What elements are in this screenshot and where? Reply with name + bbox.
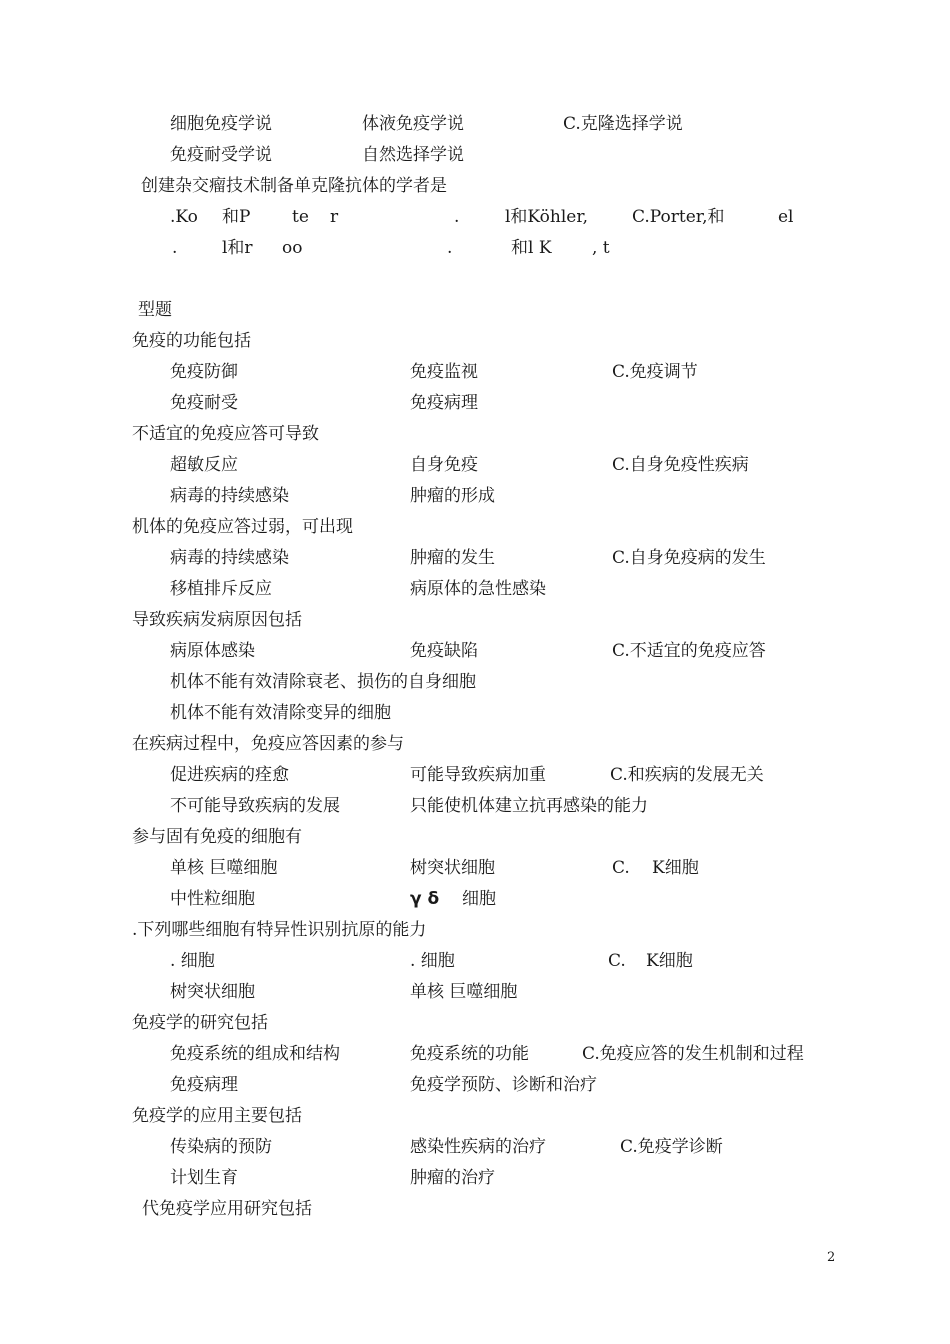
option-fragment: .Ko <box>170 207 198 227</box>
question-text: 免疫学的研究包括 <box>132 1013 268 1033</box>
option-c: C.自身免疫性疾病 <box>612 455 749 475</box>
option-e: 自然选择学说 <box>362 145 464 165</box>
option-a: 单核 巨噬细胞 <box>170 858 278 878</box>
option-a: 细胞免疫学说 <box>170 114 272 134</box>
option-fragment: l和r <box>222 238 253 258</box>
option-d: 免疫耐受 <box>170 393 238 413</box>
option-fragment: el <box>778 207 794 227</box>
option-e: 病原体的急性感染 <box>410 579 546 599</box>
question-text: 免疫学的应用主要包括 <box>132 1106 302 1126</box>
question-text: 代免疫学应用研究包括 <box>142 1199 312 1219</box>
option-b: 免疫系统的功能 <box>410 1044 529 1064</box>
option-b: . 细胞 <box>410 951 455 971</box>
option-c: K细胞 <box>646 951 693 971</box>
option-c-letter: C. <box>612 858 630 878</box>
option-fragment: oo <box>282 238 303 258</box>
question-text: 导致疾病发病原因包括 <box>132 610 302 630</box>
option-fragment: . <box>454 207 460 227</box>
option-c: C.自身免疫病的发生 <box>612 548 766 568</box>
option-a: 免疫系统的组成和结构 <box>170 1044 340 1064</box>
option-b: 可能导致疾病加重 <box>410 765 546 785</box>
option-e: 免疫学预防、诊断和治疗 <box>410 1075 597 1095</box>
option-c: C.克隆选择学说 <box>563 114 683 134</box>
question-text: 参与固有免疫的细胞有 <box>132 827 302 847</box>
greek-gamma-delta: γ δ <box>410 889 440 909</box>
option-a: . 细胞 <box>170 951 215 971</box>
question-text: 免疫的功能包括 <box>132 331 251 351</box>
option-d: 免疫耐受学说 <box>170 145 272 165</box>
option-a: 传染病的预防 <box>170 1137 272 1157</box>
question-text: .下列哪些细胞有特异性识别抗原的能力 <box>132 920 427 940</box>
option-b: 感染性疾病的治疗 <box>410 1137 546 1157</box>
option-fragment: te <box>292 207 309 227</box>
option-e: 只能使机体建立抗再感染的能力 <box>410 796 648 816</box>
option-a: 促进疾病的痊愈 <box>170 765 289 785</box>
question-text: 创建杂交瘤技术制备单克隆抗体的学者是 <box>141 176 447 196</box>
option-d: 病毒的持续感染 <box>170 486 289 506</box>
option-b: 自身免疫 <box>410 455 478 475</box>
option-d: 免疫病理 <box>170 1075 238 1095</box>
option-e: 肿瘤的治疗 <box>410 1168 495 1188</box>
option-c: C.不适宜的免疫应答 <box>612 641 766 661</box>
option-fragment: . <box>172 238 178 258</box>
option-b: 免疫缺陷 <box>410 641 478 661</box>
option-fragment: C.Porter,和 <box>632 207 725 227</box>
section-heading: 型题 <box>138 300 172 320</box>
page-number: 2 <box>827 1250 836 1265</box>
question-text: 在疾病过程中，免疫应答因素的参与 <box>132 734 404 754</box>
option-a: 病原体感染 <box>170 641 255 661</box>
option-e: 机体不能有效清除变异的细胞 <box>170 703 391 723</box>
option-fragment: . <box>447 238 453 258</box>
question-text: 不适宜的免疫应答可导致 <box>132 424 319 444</box>
option-c-letter: C. <box>608 951 626 971</box>
option-e: 单核 巨噬细胞 <box>410 982 518 1002</box>
option-b: 免疫监视 <box>410 362 478 382</box>
option-c: C.免疫调节 <box>612 362 698 382</box>
option-fragment: r <box>330 207 339 227</box>
option-b: 体液免疫学说 <box>362 114 464 134</box>
option-d: 计划生育 <box>170 1168 238 1188</box>
option-fragment: , t <box>592 238 610 258</box>
option-d: 移植排斥反应 <box>170 579 272 599</box>
option-c: C.免疫学诊断 <box>620 1137 723 1157</box>
option-d: 中性粒细胞 <box>170 889 255 909</box>
option-d: 树突状细胞 <box>170 982 255 1002</box>
option-fragment: 和l K <box>511 238 552 258</box>
option-b: 树突状细胞 <box>410 858 495 878</box>
option-c: C.和疾病的发展无关 <box>610 765 764 785</box>
option-e: 细胞 <box>462 889 496 909</box>
option-fragment: 和P <box>222 207 251 227</box>
option-fragment: l和Köhler, <box>505 207 589 227</box>
option-e: 肿瘤的形成 <box>410 486 495 506</box>
option-c: K细胞 <box>652 858 699 878</box>
option-a: 免疫防御 <box>170 362 238 382</box>
option-a: 病毒的持续感染 <box>170 548 289 568</box>
option-c: C.免疫应答的发生机制和过程 <box>582 1044 804 1064</box>
option-d: 不可能导致疾病的发展 <box>170 796 340 816</box>
option-e: 免疫病理 <box>410 393 478 413</box>
option-a: 超敏反应 <box>170 455 238 475</box>
option-b: 肿瘤的发生 <box>410 548 495 568</box>
option-d: 机体不能有效清除衰老、损伤的自身细胞 <box>170 672 476 692</box>
question-text: 机体的免疫应答过弱，可出现 <box>132 517 353 537</box>
